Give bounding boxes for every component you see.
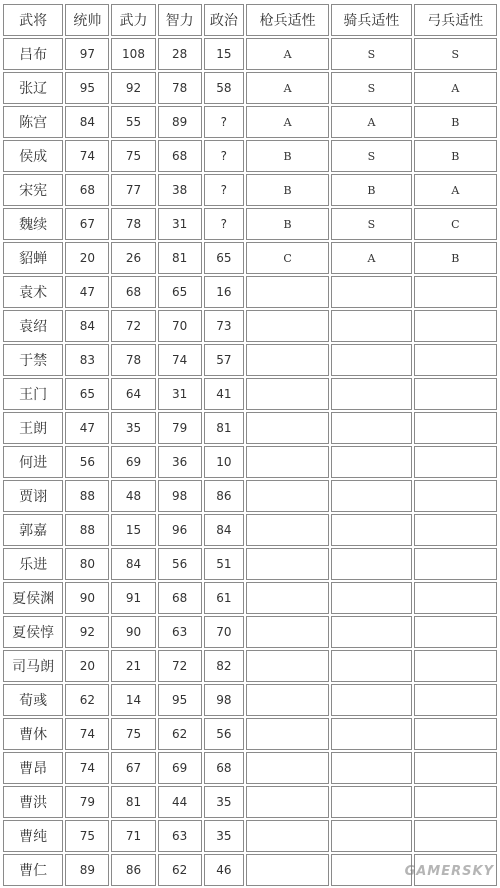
spear-aptitude-cell — [246, 276, 329, 308]
intelligence-cell: 70 — [158, 310, 202, 342]
strength-cell: 26 — [111, 242, 155, 274]
leadership-cell: 88 — [65, 480, 109, 512]
table-row — [3, 38, 497, 70]
header-general: 武将 — [3, 4, 63, 36]
table-row — [3, 140, 497, 172]
strength-cell: 48 — [111, 480, 155, 512]
archer-aptitude-cell — [414, 276, 497, 308]
politics-cell: 82 — [204, 650, 244, 682]
leadership-cell: 88 — [65, 514, 109, 546]
table-row — [3, 106, 497, 138]
strength-cell: 77 — [111, 174, 155, 206]
table-row — [3, 344, 497, 376]
politics-cell: 86 — [204, 480, 244, 512]
strength-cell: 55 — [111, 106, 155, 138]
leadership-cell: 89 — [65, 854, 109, 886]
header-strength: 武力 — [111, 4, 155, 36]
general-name-cell: 袁绍 — [3, 310, 63, 342]
spear-aptitude-cell — [246, 548, 329, 580]
cavalry-aptitude-cell — [331, 548, 411, 580]
politics-cell: 65 — [204, 242, 244, 274]
spear-aptitude-cell — [246, 582, 329, 614]
politics-cell: 41 — [204, 378, 244, 410]
spear-aptitude-cell: B — [246, 174, 329, 206]
intelligence-cell: 81 — [158, 242, 202, 274]
archer-aptitude-cell — [414, 718, 497, 750]
strength-cell: 67 — [111, 752, 155, 784]
strength-cell: 78 — [111, 344, 155, 376]
general-name-cell: 郭嘉 — [3, 514, 63, 546]
intelligence-cell: 62 — [158, 854, 202, 886]
general-name-cell: 曹纯 — [3, 820, 63, 852]
leadership-cell: 74 — [65, 752, 109, 784]
table-row — [3, 412, 497, 444]
table-row — [3, 378, 497, 410]
table-row — [3, 616, 497, 648]
header-intelligence: 智力 — [158, 4, 202, 36]
intelligence-cell: 56 — [158, 548, 202, 580]
general-name-cell: 张辽 — [3, 72, 63, 104]
intelligence-cell: 68 — [158, 582, 202, 614]
intelligence-cell: 63 — [158, 820, 202, 852]
archer-aptitude-cell — [414, 582, 497, 614]
table-body — [3, 38, 497, 886]
strength-cell: 72 — [111, 310, 155, 342]
table-row — [3, 650, 497, 682]
politics-cell: ? — [204, 106, 244, 138]
spear-aptitude-cell — [246, 480, 329, 512]
cavalry-aptitude-cell — [331, 412, 411, 444]
intelligence-cell: 62 — [158, 718, 202, 750]
spear-aptitude-cell — [246, 684, 329, 716]
general-name-cell: 曹洪 — [3, 786, 63, 818]
header-cavalry-aptitude: 骑兵适性 — [331, 4, 411, 36]
leadership-cell: 74 — [65, 718, 109, 750]
archer-aptitude-cell — [414, 548, 497, 580]
spear-aptitude-cell: B — [246, 208, 329, 240]
table-row — [3, 208, 497, 240]
cavalry-aptitude-cell: S — [331, 72, 411, 104]
spear-aptitude-cell — [246, 820, 329, 852]
leadership-cell: 20 — [65, 650, 109, 682]
archer-aptitude-cell — [414, 378, 497, 410]
cavalry-aptitude-cell — [331, 718, 411, 750]
cavalry-aptitude-cell — [331, 684, 411, 716]
politics-cell: 58 — [204, 72, 244, 104]
strength-cell: 71 — [111, 820, 155, 852]
cavalry-aptitude-cell: B — [331, 174, 411, 206]
leadership-cell: 56 — [65, 446, 109, 478]
archer-aptitude-cell: A — [414, 174, 497, 206]
politics-cell: 46 — [204, 854, 244, 886]
general-name-cell: 魏续 — [3, 208, 63, 240]
general-name-cell: 于禁 — [3, 344, 63, 376]
leadership-cell: 68 — [65, 174, 109, 206]
cavalry-aptitude-cell: A — [331, 106, 411, 138]
archer-aptitude-cell: A — [414, 72, 497, 104]
intelligence-cell: 95 — [158, 684, 202, 716]
archer-aptitude-cell — [414, 310, 497, 342]
spear-aptitude-cell: B — [246, 140, 329, 172]
politics-cell: 68 — [204, 752, 244, 784]
table-row — [3, 310, 497, 342]
general-name-cell: 曹仁 — [3, 854, 63, 886]
leadership-cell: 80 — [65, 548, 109, 580]
politics-cell: 61 — [204, 582, 244, 614]
table-row — [3, 514, 497, 546]
strength-cell: 64 — [111, 378, 155, 410]
politics-cell: ? — [204, 140, 244, 172]
general-name-cell: 何进 — [3, 446, 63, 478]
archer-aptitude-cell — [414, 786, 497, 818]
general-name-cell: 袁术 — [3, 276, 63, 308]
general-name-cell: 王门 — [3, 378, 63, 410]
general-name-cell: 司马朗 — [3, 650, 63, 682]
politics-cell: 56 — [204, 718, 244, 750]
leadership-cell: 95 — [65, 72, 109, 104]
politics-cell: 16 — [204, 276, 244, 308]
cavalry-aptitude-cell — [331, 582, 411, 614]
leadership-cell: 97 — [65, 38, 109, 70]
intelligence-cell: 38 — [158, 174, 202, 206]
archer-aptitude-cell: B — [414, 140, 497, 172]
leadership-cell: 84 — [65, 310, 109, 342]
politics-cell: ? — [204, 174, 244, 206]
table-row — [3, 684, 497, 716]
politics-cell: 73 — [204, 310, 244, 342]
leadership-cell: 75 — [65, 820, 109, 852]
strength-cell: 14 — [111, 684, 155, 716]
general-name-cell: 侯成 — [3, 140, 63, 172]
archer-aptitude-cell — [414, 412, 497, 444]
general-name-cell: 陈宫 — [3, 106, 63, 138]
strength-cell: 84 — [111, 548, 155, 580]
intelligence-cell: 72 — [158, 650, 202, 682]
general-name-cell: 宋宪 — [3, 174, 63, 206]
intelligence-cell: 79 — [158, 412, 202, 444]
intelligence-cell: 31 — [158, 208, 202, 240]
table-row — [3, 548, 497, 580]
spear-aptitude-cell — [246, 786, 329, 818]
archer-aptitude-cell — [414, 480, 497, 512]
archer-aptitude-cell — [414, 514, 497, 546]
leadership-cell: 83 — [65, 344, 109, 376]
spear-aptitude-cell — [246, 718, 329, 750]
cavalry-aptitude-cell — [331, 820, 411, 852]
general-name-cell: 曹休 — [3, 718, 63, 750]
leadership-cell: 47 — [65, 412, 109, 444]
intelligence-cell: 28 — [158, 38, 202, 70]
strength-cell: 69 — [111, 446, 155, 478]
general-stats-table — [1, 2, 499, 888]
archer-aptitude-cell — [414, 616, 497, 648]
cavalry-aptitude-cell: S — [331, 140, 411, 172]
table-row — [3, 276, 497, 308]
cavalry-aptitude-cell — [331, 276, 411, 308]
strength-cell: 91 — [111, 582, 155, 614]
spear-aptitude-cell — [246, 514, 329, 546]
general-name-cell: 曹昂 — [3, 752, 63, 784]
general-name-cell: 贾诩 — [3, 480, 63, 512]
spear-aptitude-cell — [246, 378, 329, 410]
leadership-cell: 20 — [65, 242, 109, 274]
politics-cell: 15 — [204, 38, 244, 70]
archer-aptitude-cell: C — [414, 208, 497, 240]
intelligence-cell: 63 — [158, 616, 202, 648]
cavalry-aptitude-cell — [331, 310, 411, 342]
intelligence-cell: 78 — [158, 72, 202, 104]
politics-cell: 51 — [204, 548, 244, 580]
archer-aptitude-cell: B — [414, 106, 497, 138]
leadership-cell: 67 — [65, 208, 109, 240]
politics-cell: 84 — [204, 514, 244, 546]
table-row — [3, 820, 497, 852]
strength-cell: 108 — [111, 38, 155, 70]
watermark-logo: GAMERSKY — [404, 864, 494, 879]
cavalry-aptitude-cell — [331, 786, 411, 818]
spear-aptitude-cell — [246, 854, 329, 886]
politics-cell: 35 — [204, 820, 244, 852]
strength-cell: 21 — [111, 650, 155, 682]
cavalry-aptitude-cell: S — [331, 208, 411, 240]
strength-cell: 90 — [111, 616, 155, 648]
table-row — [3, 72, 497, 104]
archer-aptitude-cell — [414, 820, 497, 852]
leadership-cell: 92 — [65, 616, 109, 648]
header-leadership: 统帅 — [65, 4, 109, 36]
leadership-cell: 62 — [65, 684, 109, 716]
intelligence-cell: 68 — [158, 140, 202, 172]
leadership-cell: 47 — [65, 276, 109, 308]
politics-cell: 35 — [204, 786, 244, 818]
intelligence-cell: 89 — [158, 106, 202, 138]
cavalry-aptitude-cell: A — [331, 242, 411, 274]
spear-aptitude-cell — [246, 616, 329, 648]
intelligence-cell: 96 — [158, 514, 202, 546]
strength-cell: 15 — [111, 514, 155, 546]
spear-aptitude-cell — [246, 344, 329, 376]
spear-aptitude-cell: A — [246, 72, 329, 104]
politics-cell: 70 — [204, 616, 244, 648]
spear-aptitude-cell — [246, 446, 329, 478]
spear-aptitude-cell: A — [246, 106, 329, 138]
archer-aptitude-cell — [414, 684, 497, 716]
cavalry-aptitude-cell — [331, 446, 411, 478]
table-row — [3, 752, 497, 784]
strength-cell: 75 — [111, 718, 155, 750]
table-row — [3, 446, 497, 478]
intelligence-cell: 36 — [158, 446, 202, 478]
archer-aptitude-cell: B — [414, 242, 497, 274]
table-row — [3, 786, 497, 818]
strength-cell: 86 — [111, 854, 155, 886]
leadership-cell: 74 — [65, 140, 109, 172]
leadership-cell: 79 — [65, 786, 109, 818]
politics-cell: 10 — [204, 446, 244, 478]
spear-aptitude-cell — [246, 752, 329, 784]
spear-aptitude-cell: C — [246, 242, 329, 274]
politics-cell: 57 — [204, 344, 244, 376]
general-name-cell: 夏侯渊 — [3, 582, 63, 614]
cavalry-aptitude-cell — [331, 854, 411, 886]
strength-cell: 35 — [111, 412, 155, 444]
leadership-cell: 90 — [65, 582, 109, 614]
spear-aptitude-cell — [246, 412, 329, 444]
leadership-cell: 84 — [65, 106, 109, 138]
cavalry-aptitude-cell — [331, 480, 411, 512]
cavalry-aptitude-cell: S — [331, 38, 411, 70]
intelligence-cell: 31 — [158, 378, 202, 410]
spear-aptitude-cell — [246, 650, 329, 682]
archer-aptitude-cell: S — [414, 38, 497, 70]
archer-aptitude-cell — [414, 752, 497, 784]
archer-aptitude-cell — [414, 650, 497, 682]
table-row — [3, 582, 497, 614]
table-row — [3, 174, 497, 206]
spear-aptitude-cell — [246, 310, 329, 342]
intelligence-cell: 74 — [158, 344, 202, 376]
cavalry-aptitude-cell — [331, 650, 411, 682]
strength-cell: 75 — [111, 140, 155, 172]
header-spear-aptitude: 枪兵适性 — [246, 4, 329, 36]
intelligence-cell: 65 — [158, 276, 202, 308]
strength-cell: 92 — [111, 72, 155, 104]
spear-aptitude-cell: A — [246, 38, 329, 70]
general-name-cell: 夏侯惇 — [3, 616, 63, 648]
archer-aptitude-cell — [414, 344, 497, 376]
intelligence-cell: 44 — [158, 786, 202, 818]
cavalry-aptitude-cell — [331, 514, 411, 546]
intelligence-cell: 98 — [158, 480, 202, 512]
archer-aptitude-cell — [414, 446, 497, 478]
cavalry-aptitude-cell — [331, 344, 411, 376]
general-name-cell: 王朗 — [3, 412, 63, 444]
politics-cell: 98 — [204, 684, 244, 716]
intelligence-cell: 69 — [158, 752, 202, 784]
politics-cell: 81 — [204, 412, 244, 444]
strength-cell: 81 — [111, 786, 155, 818]
leadership-cell: 65 — [65, 378, 109, 410]
header-row — [3, 4, 497, 36]
cavalry-aptitude-cell — [331, 616, 411, 648]
general-name-cell: 吕布 — [3, 38, 63, 70]
table-row — [3, 242, 497, 274]
general-name-cell: 貂蝉 — [3, 242, 63, 274]
general-name-cell: 乐进 — [3, 548, 63, 580]
strength-cell: 78 — [111, 208, 155, 240]
politics-cell: ? — [204, 208, 244, 240]
cavalry-aptitude-cell — [331, 752, 411, 784]
header-archer-aptitude: 弓兵适性 — [414, 4, 497, 36]
cavalry-aptitude-cell — [331, 378, 411, 410]
general-name-cell: 荀彧 — [3, 684, 63, 716]
header-politics: 政治 — [204, 4, 244, 36]
strength-cell: 68 — [111, 276, 155, 308]
table-row — [3, 480, 497, 512]
table-row — [3, 718, 497, 750]
